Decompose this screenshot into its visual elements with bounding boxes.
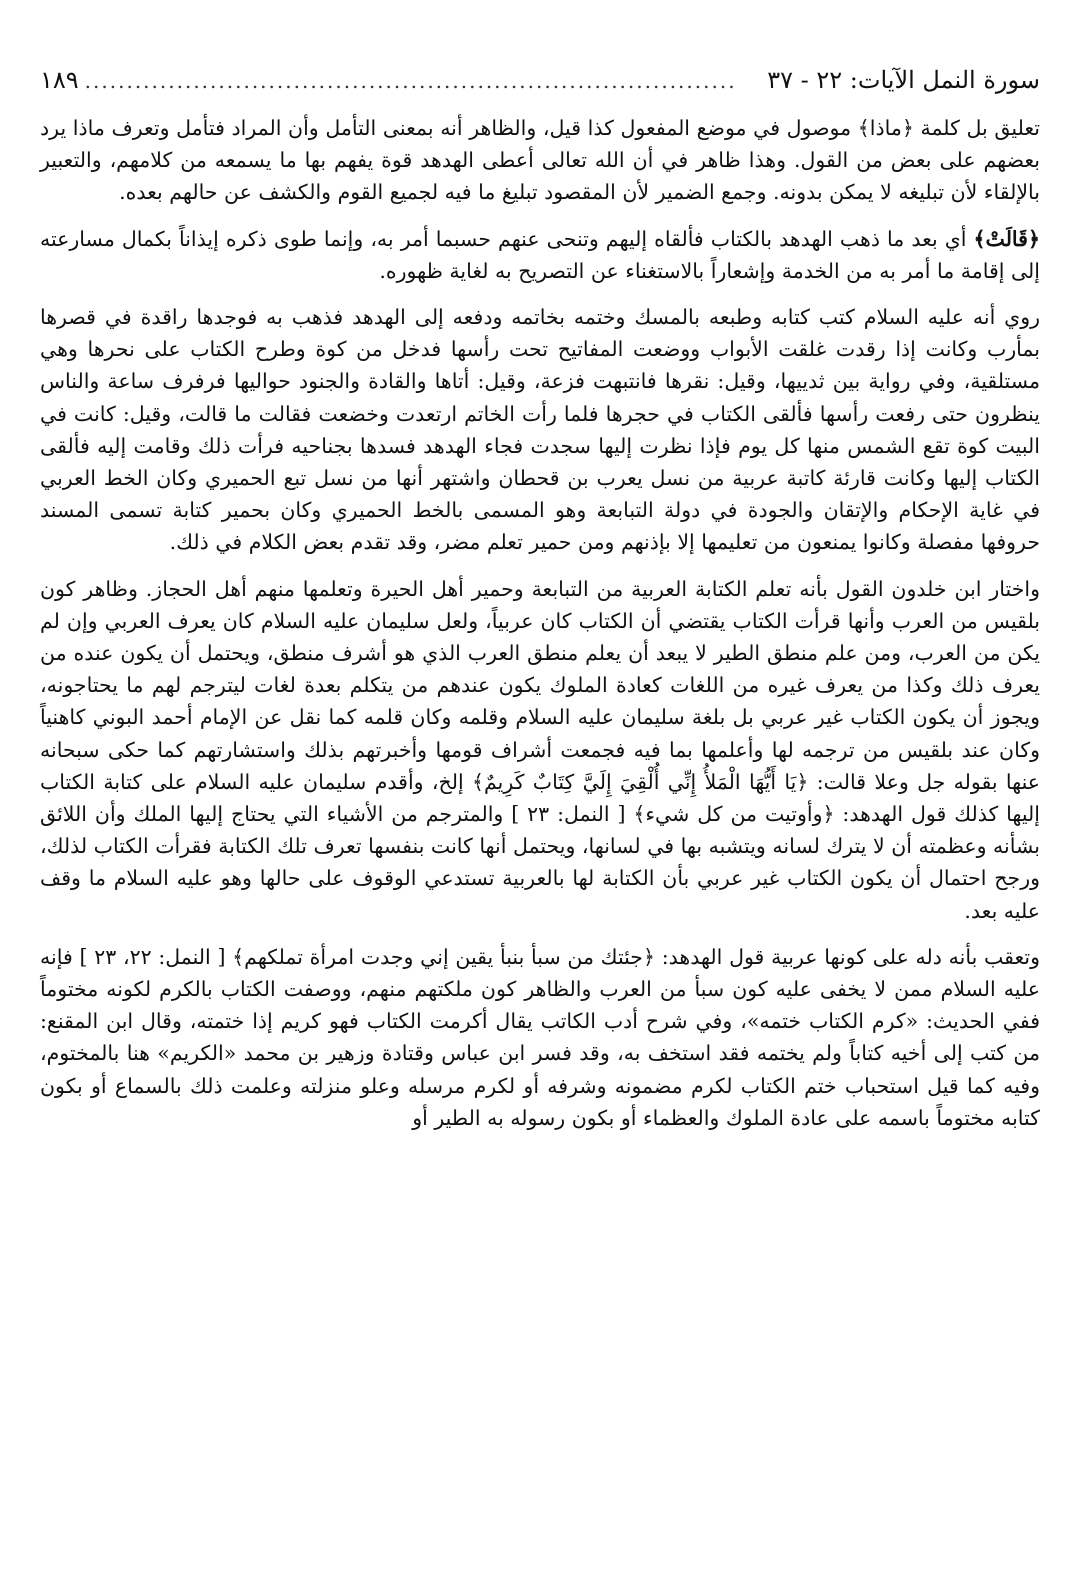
running-header <box>40 58 1040 102</box>
paragraph: تعليق بل كلمة ﴿ماذا﴾ موصول في موضع المفعول كذا قيل، والظاهر أنه بمعنى التأمل وأن المراد فتأمل وتعرف ماذا يرد بعضهم على بعض من القول. وهذا ظاهر في أن الله تعالى أعطى الهدهد قوة يفهم بها ما يسمعه من كلامهم، والتعبير بالإلقاء لأن تبليغه لا يمكن بدونه. وجمع الضمير لأن المقصود تبليغ ما فيه لجميع القوم والكشف عن حالهم بعده. <box>40 116 1040 205</box>
paragraph: واختار ابن خلدون القول بأنه تعلم الكتابة العربية من التبابعة وحمير أهل الحيرة وتعلمها منهم أهل الحجاز. وظاهر كون بلقيس من العرب وأنها قرأت الكتاب يقتضي أن الكتاب كان عربياً، ولعل سليمان عليه السلام كان يعرف العربي وإن لم يكن من العرب، ومن علم منطق الطير لا يبعد أن يعلم منطق العرب الذي هو أشرف منطق، ويحتمل أن يكون عنده من يعرف ذلك وكذا من يعرف غيره من اللغات كعادة الملوك يكون عندهم من يتكلم بعدة لغات ليترجم لهم ما يحتاجونه، ويجوز أن يكون الكتاب غير عربي بل بلغة سليمان عليه السلام وقلمه وكان قلمه كما نقل عن الإمام أحمد البوني كاهنياً وكان عند بلقيس من ترجمه لها وأعلمها بما فيه فجمعت أشراف قومها وأخبرتهم بذلك واستشارتهم كما حكى سبحانه عنها بقوله جل وعلا قالت: ﴿يَا أَيُّهَا الْمَلأُ إِنِّي أُلْقِيَ إِلَيَّ كِتَابٌ كَرِيمٌ﴾ إلخ، وأقدم سليمان عليه السلام على كتابة الكتاب إليها كذلك قول الهدهد: ﴿وأوتيت من كل شيء﴾ [ النمل: ٢٣ ] والمترجم من الأشياء التي يحتاج إليها الملك وأن اللائق بشأنه وعظمته أن لا يترك لسانه ويتشبه بها في لسانها، ويحتمل أنها كانت بنفسها تعرف تلك الكتابة فقرأت الكتاب لذلك، ورجح احتمال أن يكون الكتاب غير عربي بأن الكتابة لها بالعربية تستدعي الوقوف على حالها وهو عليه السلام ما وقف عليه بعد. <box>40 576 1040 923</box>
paragraph: روي أنه عليه السلام كتب كتابه وطبعه بالمسك وختمه بخاتمه ودفعه إلى الهدهد فذهب به فوجدها راقدة في قصرها بمأرب وكانت إذا رقدت غلقت الأبواب ووضعت المفاتيح تحت رأسها فدخل من كوة وطرح الكتاب على نحرها وهي مستلقية، وفي رواية بين ثدييها، وقيل: نقرها فانتبهت فزعة، وقيل: أتاها والقادة والجنود حواليها فرفرف ساعة والناس ينظرون حتى رفعت رأسها فألقى الكتاب في حجرها فلما رأت الخاتم ارتعدت وخضعت فقالت ما قالت، وقيل: كانت في البيت كوة تقع الشمس منها كل يوم فإذا نظرت إليها سجدت فجاء الهدهد فسدها بجناحيه فرأت ذلك وقامت إليه فألقى الكتاب إليها وكانت قارئة كاتبة عربية من نسل يعرب بن قحطان واشتهر أنها من نسل تبع الحميري وكان الخط العربي في غاية الإحكام والإتقان والجودة في دولة التبابعة وهو المسمى بالخط الحميري وكان بحمير كتابة تسمى المسند حروفها مفصلة وكانوا يمنعون من تعليمها إلا بإذنهم ومن حمير تعلم مضر، وقد تقدم بعض الكلام في ذلك. <box>40 305 1040 555</box>
body-text <box>40 112 1040 1134</box>
paragraph-text: أي بعد ما ذهب الهدهد بالكتاب فألقاه إليهم وتنحى عنهم حسبما أمر به، وإنما طوى ذكره إيذاناً بكمال مسارعته إلى إقامة ما أمر به من الخدمة وإشعاراً بالاستغناء عن التصريح به لغاية ظهوره. <box>40 226 1040 283</box>
verse-word: ﴿قَالَتْ﴾ <box>973 226 1040 251</box>
paragraph: وتعقب بأنه دله على كونها عربية قول الهدهد: ﴿جئتك من سبأ بنبأ يقين إني وجدت امرأة تملكهم﴾ [ النمل: ٢٢، ٢٣ ] فإنه عليه السلام ممن لا يخفى عليه كون سبأ من العرب والظاهر كون ملكتهم منهم، ووصفت الكتاب بالكرم لكونه مختوماً ففي الحديث: «كرم الكتاب ختمه»، وفي شرح أدب الكاتب يقال أكرمت الكتاب فهو كريم إذا ختمته، وقال ابن المقنع: من كتب إلى أخيه كتاباً ولم يختمه فقد استخف به، وقد فسر ابن عباس وقتادة وزهير بن محمد «الكريم» هنا بالمختوم، وفيه كما قيل استحباب ختم الكتاب لكرم مضمونه وشرفه أو لكرم مرسله وعلو منزلته وعلمت ذلك بالسماع أو بكون كتابه مختوماً باسمه على عادة الملوك والعظماء أو بكون رسوله به الطير أو <box>40 944 1040 1130</box>
paragraph <box>40 223 1040 287</box>
page-number: ١٨٩ <box>40 66 79 94</box>
header-title: سورة النمل الآيات: ٢٢ - ٣٧ <box>767 66 1040 94</box>
header-dot-leader: .............................................................................. <box>84 69 737 93</box>
book-page <box>40 58 1040 1568</box>
